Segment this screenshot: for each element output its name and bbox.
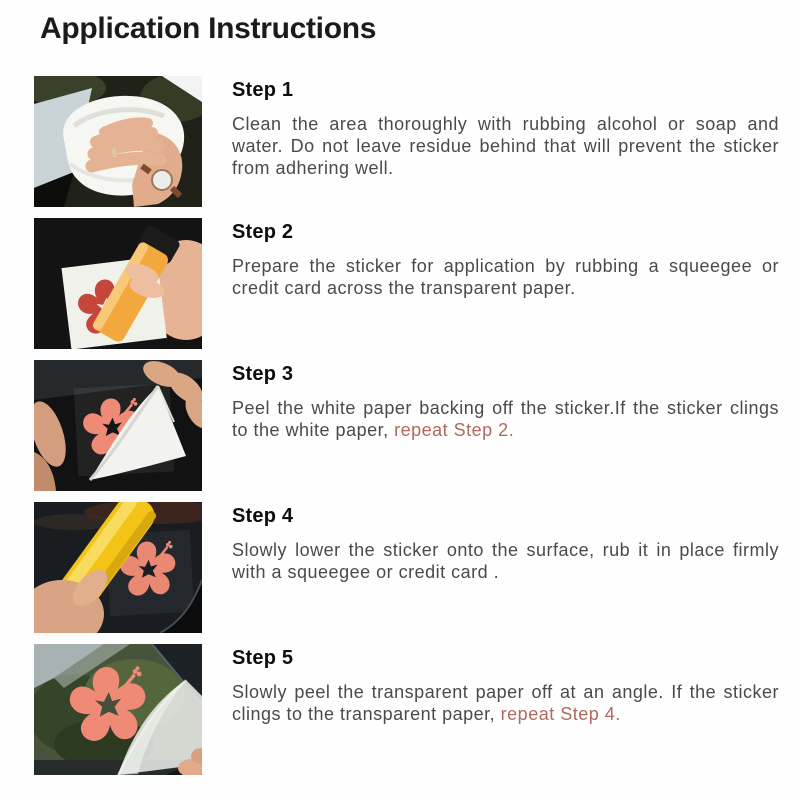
step5-photo-peel-transfer-paper (34, 644, 202, 775)
step4-photo-apply-sticker (34, 502, 202, 633)
step-body (232, 681, 779, 725)
step-row-2 (34, 218, 779, 349)
step-body-text: Clean the area thoroughly with rubbing alcohol or soap and water. Do not leave residue behind that will prevent the sticker from adhering well. (232, 114, 779, 178)
step-heading: Step 1 (232, 79, 294, 101)
step-heading: Step 2 (232, 221, 294, 243)
step3-text (232, 360, 779, 491)
step-body (232, 113, 779, 179)
step-body (232, 255, 779, 299)
steps-list (34, 76, 779, 786)
step1-photo-clean-surface (34, 76, 202, 207)
step2-photo-rub-squeegee (34, 218, 202, 349)
repeat-step-link: repeat Step 4. (500, 704, 621, 724)
step-row-1 (34, 76, 779, 207)
repeat-step-link: repeat Step 2. (394, 420, 515, 440)
step-body-text: Prepare the sticker for application by rubbing a squeegee or credit card across the transparent paper. (232, 256, 779, 298)
step-row-4 (34, 502, 779, 633)
step-body (232, 539, 779, 583)
step-body-text: Slowly lower the sticker onto the surface, rub it in place firmly with a squeegee or credit card . (232, 540, 779, 582)
step-heading: Step 3 (232, 363, 294, 385)
step-row-3 (34, 360, 779, 491)
step4-text (232, 502, 779, 633)
step1-text (232, 76, 779, 207)
step2-text (232, 218, 779, 349)
step5-text (232, 644, 779, 775)
step3-photo-peel-backing (34, 360, 202, 491)
step-body (232, 397, 779, 441)
wrist-watch (152, 170, 172, 190)
step-body-text: Peel the white paper backing off the sticker.If the sticker clings to the white paper, (232, 398, 779, 440)
step-heading: Step 4 (232, 505, 294, 527)
page-title: Application Instructions (40, 12, 377, 45)
step-body-text: Slowly peel the transparent paper off at an angle. If the sticker clings to the transparent paper, (232, 682, 779, 724)
step-row-5 (34, 644, 779, 775)
step-heading: Step 5 (232, 647, 294, 669)
